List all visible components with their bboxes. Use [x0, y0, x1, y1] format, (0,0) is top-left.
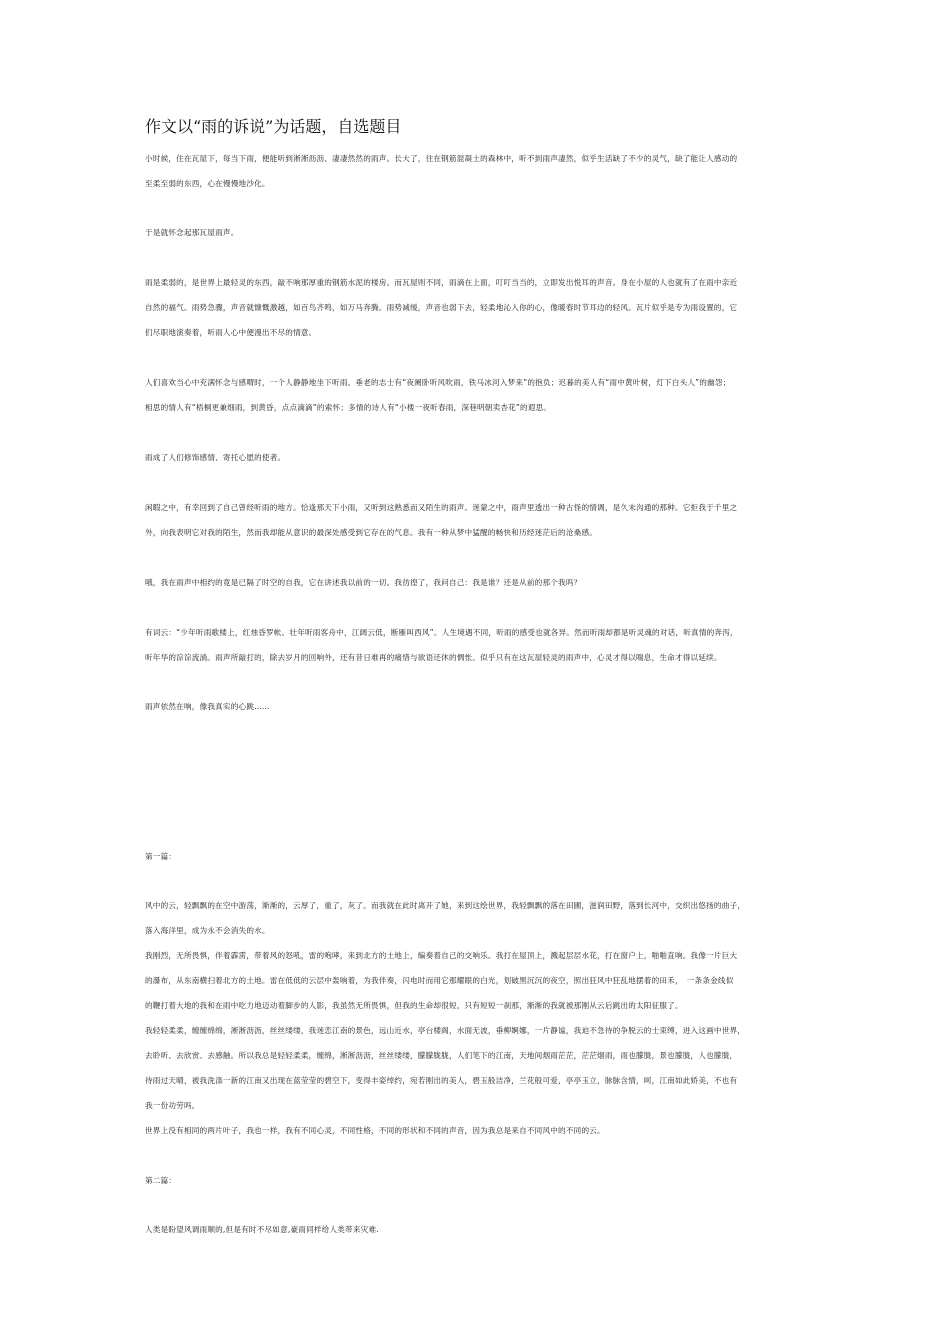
- text-line: 待雨过天晴，被我洗涤一新的江南又出现在蓝莹莹的碧空下，变得丰姿绰约，宛若刚出的美人，碧玉般洁净，兰花般可爱，亭亭玉立，脉脉含情，呵，江南如此娇美，不也有: [145, 1076, 738, 1085]
- text-line: 风中的云，轻飘飘的在空中游荡，渐渐的，云厚了，重了，灰了。而我就在此时离开了她，来到这绘世界，我轻飘飘的落在田圃，滋润田野，落到长河中，交织出悠扬的曲子，: [145, 901, 746, 910]
- text-line: 相思的情人有“梧桐更兼细雨，到黄昏，点点滴滴”的索怀；多情的诗人有“小楼一夜听春雨，深巷明朝卖杏花”的遐思。: [145, 403, 552, 412]
- text-line: 去聆听、去欣赏、去感触。所以我总是轻轻柔柔，缠绵，淅淅沥沥，丝丝缕缕，朦朦胧胧，人们笔下的江南，天地间烟雨茫茫，茫茫烟雨，雨也朦胧，景也朦胧，人也朦胧，: [145, 1051, 738, 1060]
- text-line: 我刚烈，无所畏惧，伴着霹雳，带着风的怒吼，雷的咆哮，来到北方的土地上，编奏着自己的交响乐。我打在屋顶上，溅起层层水花，打在窗户上，啪啪直响。我像一片巨大: [145, 951, 738, 960]
- text-line: 至柔至弱的东西，心在慢慢地沙化。: [145, 179, 270, 188]
- text-line: 我一份功劳吗。: [145, 1101, 200, 1110]
- section-heading: 第二篇：: [145, 1176, 177, 1185]
- text-line: 小时候，住在瓦屋下，每当下雨，便能听到淅淅沥沥、凄凄然然的雨声。长大了，住在钢筋混凝土的森林中，听不到雨声凄然，似乎生活缺了不少的灵气，缺了能让人感动的: [145, 154, 738, 163]
- text-line: 们尽职地演奏着，听雨人心中便漫出不尽的情意。: [145, 328, 317, 337]
- text-line: 人们喜欢当心中充满怀念与感喟时，一个人静静地坐下听雨。垂老的志士有“夜阑卧听风吹雨，铁马冰河入梦来”的抱负；迟暮的美人有“雨中黄叶树，灯下白头人”的幽怨；: [145, 378, 731, 387]
- text-line: 外，向我表明它对我的陌生，然而我却能从意识的最深处感受到它存在的气息。我有一种从梦中猛醒的畅快和历经迷茫后的沧桑感。: [145, 528, 598, 537]
- text-line: 闲暇之中，有幸回到了自己曾经听雨的地方。恰逢那天下小雨，又听到这熟悉而又陌生的雨声。迷蒙之中，雨声里透出一种古怪的情调，是久未沟通的那种。它拒我于千里之: [145, 503, 738, 512]
- text-line: 有词云：“少年听雨歌楼上，红烛昏罗帐。壮年听雨客舟中，江阔云低，断雁叫西风”。人生境遇不同，听雨的感受也就各异。然而听雨却都是听灵魂的对话，听真情的奔泻，: [145, 628, 738, 637]
- text-line: 的瀑布，从东南横扫着北方的土地。雷在低低的云层中轰响着，为我伴奏，闪电时而用它那耀眼的白光，划破黑沉沉的夜空，照出狂风中狂乱地摆着的田禾， 一条条金线似: [145, 976, 734, 985]
- text-line: 哦，我在雨声中相约的竟是已隔了时空的自我，它在讲述我以前的一切。我彷徨了，我问自己：我是谁？还是从前的那个我吗？: [145, 578, 582, 587]
- section-heading: 第一篇：: [145, 852, 177, 861]
- text-line: 雨声依然在响，像我真实的心跳……: [145, 702, 270, 711]
- text-line: 我轻轻柔柔，缠缠绵绵，淅淅沥沥，丝丝缕缕，我迷恋江南的景色，远山近水，亭台楼阁，水面无波，垂柳婀娜，一片静谧，我迫不急待的争脱云的士束缚，进入这画中世界，: [145, 1026, 746, 1035]
- page-title: 作文以“雨的诉说”为话题，自选题目: [145, 117, 402, 136]
- text-line: 的鞭打着大地的我和在雨中吃力地迈动着脚步的人影，我虽然无所畏惧，但我的生命却很短，只有短短一刹那，渐渐的我就被那刚从云后跳出的太阳征服了。: [145, 1001, 683, 1010]
- text-line: 雨成了人们修饰感情、寄托心愿的使者。: [145, 453, 286, 462]
- text-line: 听年华的淙淙流淌。雨声所敲打的，除去岁月的回响外，还有昔日难再的痛惜与欲语还休的惆怅。似乎只有在这瓦屋轻灵的雨声中，心灵才得以喘息，生命才得以延续。: [145, 653, 722, 662]
- text-line: 人类是盼望风调雨顺的,但是有时不尽如意,豪雨同样给人类带来灾难.: [145, 1225, 379, 1234]
- text-line: 世界上没有相同的两片叶子，我也一样，我有不同心灵，不同性格，不同的形状和不同的声音，因为我总是来自不同风中的不同的云。: [145, 1126, 605, 1135]
- text-line: 落入海洋里，成为永不会消失的水。: [145, 926, 270, 935]
- text-line: 于是就怀念起那瓦屋雨声。: [145, 228, 239, 237]
- text-line: 雨是柔弱的，是世界上最轻灵的东西，敲不响那厚重的钢筋水泥的楼房。而瓦屋则不同，雨滴在上面，叮叮当当的，立即发出悦耳的声音。身在小屋的人也就有了在雨中亲近: [145, 278, 738, 287]
- text-line: 自然的福气。雨势急骤，声音就慷慨激越，如百鸟齐鸣，如万马奔腾。雨势减缓，声音也弱下去，轻柔地沁入你的心，像暖春时节耳边的轻风。瓦片似乎是专为雨设置的，它: [145, 303, 738, 312]
